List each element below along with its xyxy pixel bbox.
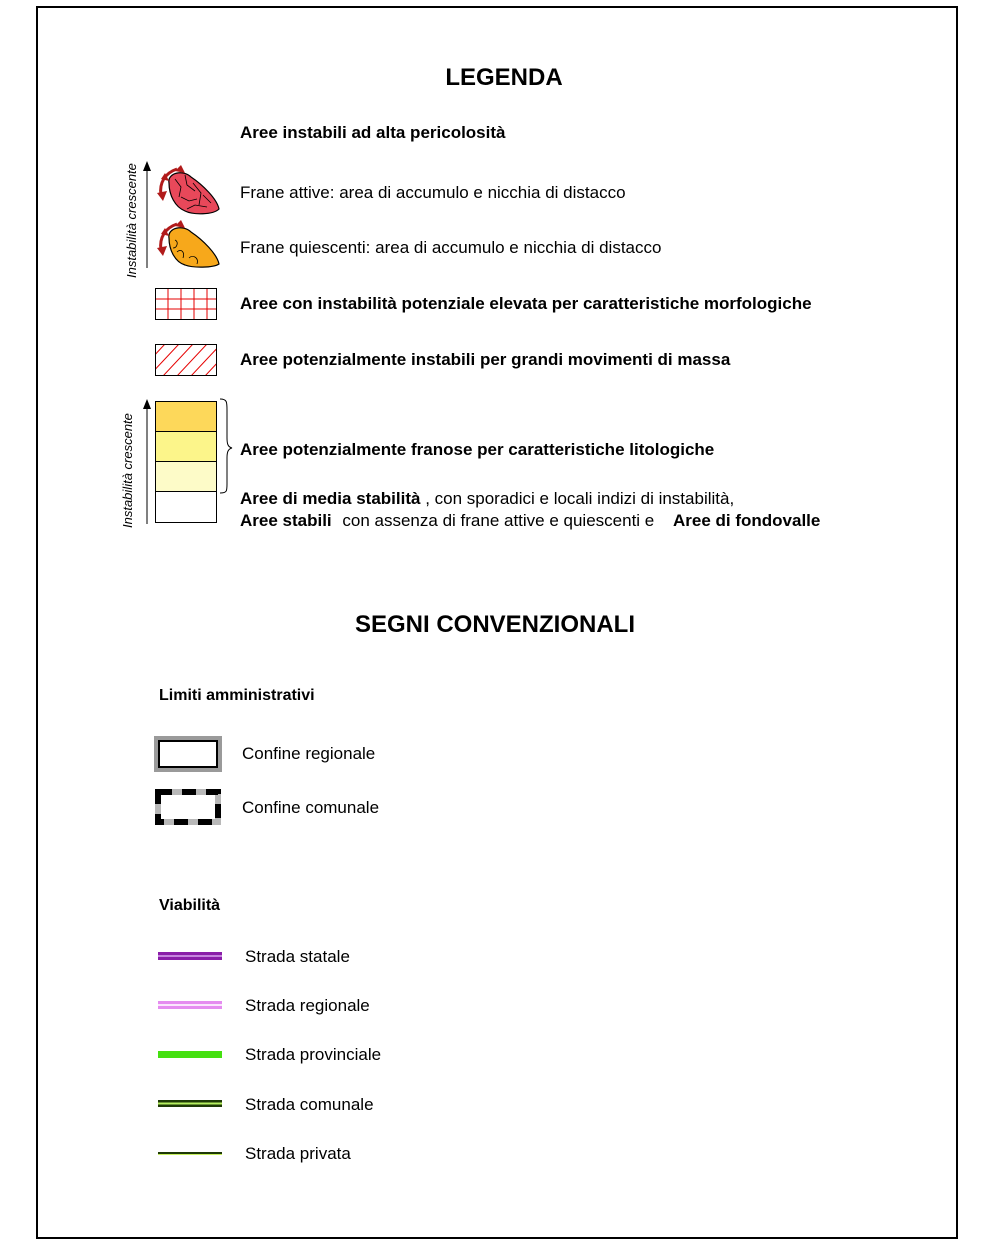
instability-axis-label-1: Instabilità crescente — [124, 163, 139, 278]
stable-desc: con assenza di frane attive e quiescenti e — [342, 511, 655, 530]
instability-arrow-icon — [140, 398, 154, 526]
morphologic-instability-grid-icon — [155, 288, 217, 320]
stability-line-1 — [240, 489, 734, 509]
medium-stability-term: Aree di media stabilità — [240, 489, 421, 508]
litho-class-low — [156, 462, 216, 492]
municipal-road-line-icon — [158, 1099, 224, 1109]
roads-title: Viabilità — [159, 897, 221, 914]
admin-limits-title: Limiti amministrativi — [159, 687, 315, 704]
mass-movement-label: Aree potenzialmente instabili per grandi movimenti di massa — [240, 350, 731, 369]
quiescent-landslide-label: Frane quiescenti: area di accumulo e nicchia di distacco — [240, 238, 662, 257]
stability-line-2 — [240, 511, 820, 531]
regional-road-label: Strada regionale — [245, 996, 370, 1015]
state-road-line-icon — [158, 951, 224, 961]
stable-class — [156, 492, 216, 521]
litho-class-high — [156, 402, 216, 432]
municipal-border-label: Confine comunale — [242, 798, 380, 817]
conventions-title: SEGNI CONVENZIONALI — [354, 611, 636, 638]
private-road-label: Strada privata — [245, 1144, 351, 1163]
quiescent-landslide-icon — [155, 218, 225, 270]
municipal-road-label: Strada comunale — [245, 1095, 374, 1114]
municipal-border-icon — [154, 788, 222, 826]
valley-floor-term: Aree di fondovalle — [673, 511, 821, 530]
lithologic-color-scale — [155, 401, 217, 523]
provincial-road-label: Strada provinciale — [245, 1045, 382, 1064]
stable-term: Aree stabili — [240, 511, 332, 530]
lithologic-label: Aree potenzialmente franose per caratteristiche litologiche — [240, 440, 715, 459]
medium-stability-desc: , con sporadici e locali indizi di instabilità, — [425, 489, 735, 508]
active-landslide-icon — [155, 165, 225, 217]
mass-movement-hatch-icon — [155, 344, 217, 376]
regional-road-line-icon — [158, 1000, 224, 1010]
private-road-line-icon — [158, 1148, 224, 1158]
provincial-road-line-icon — [158, 1050, 224, 1060]
morphologic-instability-label: Aree con instabilità potenziale elevata per caratteristiche morfologiche — [240, 294, 812, 313]
brace-icon — [218, 398, 234, 494]
section-title-high-hazard: Aree instabili ad alta pericolosità — [240, 123, 506, 142]
legend-title: LEGENDA — [445, 64, 563, 91]
litho-class-medium — [156, 432, 216, 462]
instability-arrow-icon — [140, 160, 154, 272]
instability-axis-label-2: Instabilità crescente — [120, 413, 135, 528]
regional-border-icon — [154, 736, 222, 772]
state-road-label: Strada statale — [245, 947, 350, 966]
active-landslide-label: Frane attive: area di accumulo e nicchia di distacco — [240, 183, 626, 202]
regional-border-label: Confine regionale — [242, 744, 376, 763]
